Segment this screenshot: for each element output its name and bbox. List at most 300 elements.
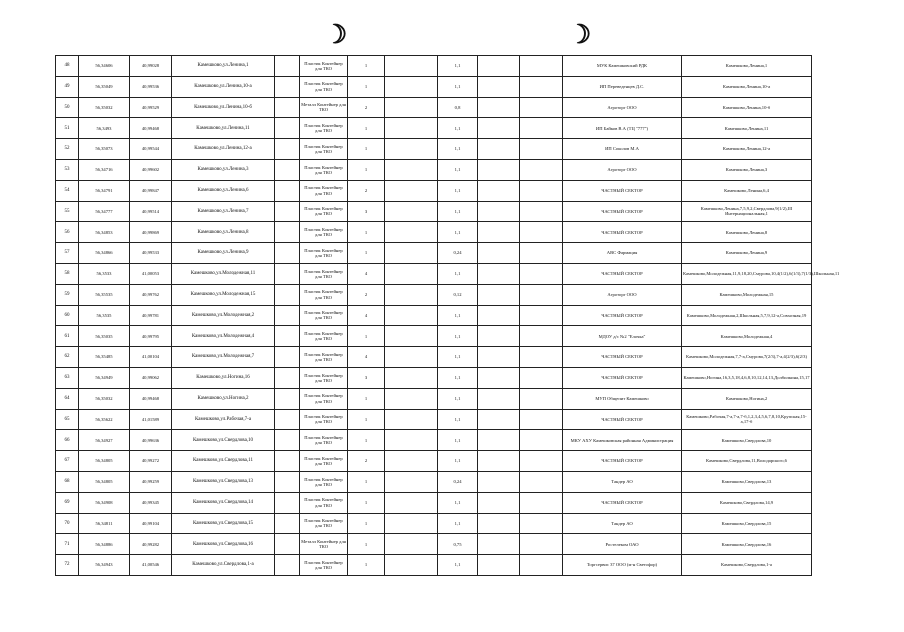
empty-cell xyxy=(520,367,563,388)
empty-cell xyxy=(478,222,520,243)
address-cell: Камешково,ул.Ногина,2 xyxy=(172,388,275,409)
empty-cell xyxy=(275,471,300,492)
row-number-cell: 50 xyxy=(56,97,79,118)
longitude-cell: 40,99345 xyxy=(130,492,172,513)
quantity-cell: 1 xyxy=(348,118,385,139)
empty-cell xyxy=(385,159,438,180)
container-type-cell: Пластик Контейнер для ТКО xyxy=(300,326,348,347)
empty-cell xyxy=(275,243,300,264)
empty-cell xyxy=(385,326,438,347)
served-objects-cell: Камешково,Ленина,11 xyxy=(682,118,812,139)
row-number-cell: 51 xyxy=(56,118,79,139)
volume-cell: 1,1 xyxy=(438,56,478,77)
empty-cell xyxy=(275,56,300,77)
owner-cell: ИП Соколов М.А xyxy=(563,139,682,160)
empty-cell xyxy=(478,430,520,451)
longitude-cell: 40,99028 xyxy=(130,56,172,77)
quantity-cell: 3 xyxy=(348,367,385,388)
quantity-cell: 4 xyxy=(348,305,385,326)
empty-cell xyxy=(520,139,563,160)
row-number-cell: 59 xyxy=(56,284,79,305)
longitude-cell: 40,99529 xyxy=(130,97,172,118)
empty-cell xyxy=(275,388,300,409)
quantity-cell: 1 xyxy=(348,222,385,243)
punch-hole-mark-left: ☽ xyxy=(324,20,348,50)
empty-cell xyxy=(520,555,563,576)
punch-hole-mark-right: ☽ xyxy=(568,20,592,50)
quantity-cell: 1 xyxy=(348,159,385,180)
owner-cell: МУК Камешковский РДК xyxy=(563,56,682,77)
served-objects-cell: Камешково,Молодежная,7,7-а,Смурова,7(2/3),7-а,4(2/3),6(2/3) xyxy=(682,347,812,368)
empty-cell xyxy=(478,367,520,388)
longitude-cell: 40,99259 xyxy=(130,471,172,492)
empty-cell xyxy=(385,305,438,326)
empty-cell xyxy=(478,513,520,534)
empty-cell xyxy=(275,534,300,555)
row-number-cell: 53 xyxy=(56,159,79,180)
empty-cell xyxy=(275,222,300,243)
empty-cell xyxy=(478,201,520,222)
volume-cell: 1,1 xyxy=(438,201,478,222)
quantity-cell: 2 xyxy=(348,180,385,201)
empty-cell xyxy=(275,139,300,160)
empty-cell xyxy=(385,409,438,430)
empty-cell xyxy=(520,534,563,555)
empty-cell xyxy=(275,451,300,472)
longitude-cell: 40,99282 xyxy=(130,534,172,555)
container-type-cell: Пластик Контейнер для ТКО xyxy=(300,180,348,201)
row-number-cell: 61 xyxy=(56,326,79,347)
empty-cell xyxy=(385,451,438,472)
owner-cell: ЧАСТНЫЙ СЕКТОР xyxy=(563,263,682,284)
latitude-cell: 56,34949 xyxy=(79,367,130,388)
container-type-cell: Пластик Контейнер для ТКО xyxy=(300,492,348,513)
address-cell: Камешково,ул.Молодежная,15 xyxy=(172,284,275,305)
empty-cell xyxy=(385,76,438,97)
empty-cell xyxy=(520,305,563,326)
quantity-cell: 1 xyxy=(348,56,385,77)
row-number-cell: 55 xyxy=(56,201,79,222)
address-cell: Камешково,ул.Ленина,3 xyxy=(172,159,275,180)
owner-cell: МУП Общепит Камешково xyxy=(563,388,682,409)
owner-cell: Тандер АО xyxy=(563,513,682,534)
quantity-cell: 2 xyxy=(348,284,385,305)
quantity-cell: 1 xyxy=(348,471,385,492)
empty-cell xyxy=(520,388,563,409)
volume-cell: 0,8 xyxy=(438,97,478,118)
address-cell: Камешково,ул.Молодежная,2 xyxy=(172,305,275,326)
address-cell: Камешково,ул.Ленина,1 xyxy=(172,56,275,77)
row-number-cell: 66 xyxy=(56,430,79,451)
served-objects-cell: Камешково,Ленина,3 xyxy=(682,159,812,180)
owner-cell: ЧАСТНЫЙ СЕКТОР xyxy=(563,347,682,368)
served-objects-cell: Камешково,Свердлова,10 xyxy=(682,430,812,451)
container-type-cell: Пластик Контейнер для ТКО xyxy=(300,430,348,451)
container-type-cell: Пластик Контейнер для ТКО xyxy=(300,159,348,180)
latitude-cell: 56,34886 xyxy=(79,534,130,555)
latitude-cell: 56,35485 xyxy=(79,347,130,368)
row-number-cell: 64 xyxy=(56,388,79,409)
latitude-cell: 56,35073 xyxy=(79,139,130,160)
quantity-cell: 1 xyxy=(348,534,385,555)
longitude-cell: 40,99514 xyxy=(130,201,172,222)
volume-cell: 1,1 xyxy=(438,180,478,201)
latitude-cell: 56,34927 xyxy=(79,430,130,451)
served-objects-cell: Камешково,Ленина,12-а xyxy=(682,139,812,160)
owner-cell: ЧАСТНЫЙ СЕКТОР xyxy=(563,409,682,430)
quantity-cell: 1 xyxy=(348,513,385,534)
longitude-cell: 41,00104 xyxy=(130,347,172,368)
empty-cell xyxy=(520,180,563,201)
served-objects-cell: Камешково,Свердлова,16 xyxy=(682,534,812,555)
served-objects-cell: Камешково,Ногина,16,3,5,18,4,6,8,10,12,14,13,Долбилкина,15,17 xyxy=(682,367,812,388)
empty-cell xyxy=(275,284,300,305)
latitude-cell: 56,3535 xyxy=(79,305,130,326)
container-type-cell: Пластик Контейнер для ТКО xyxy=(300,284,348,305)
empty-cell xyxy=(520,222,563,243)
container-type-cell: Пластик Контейнер для ТКО xyxy=(300,56,348,77)
row-number-cell: 71 xyxy=(56,534,79,555)
empty-cell xyxy=(520,326,563,347)
longitude-cell: 40,99062 xyxy=(130,367,172,388)
empty-cell xyxy=(275,201,300,222)
longitude-cell: 40,99104 xyxy=(130,513,172,534)
empty-cell xyxy=(478,118,520,139)
empty-cell xyxy=(385,513,438,534)
owner-cell: ЧАСТНЫЙ СЕКТОР xyxy=(563,305,682,326)
latitude-cell: 56,34853 xyxy=(79,222,130,243)
longitude-cell: 40,99781 xyxy=(130,305,172,326)
empty-cell xyxy=(520,159,563,180)
container-type-cell: Металл Контейнер для ТКО xyxy=(300,534,348,555)
address-cell: Камешково,ул.Свердлова,16 xyxy=(172,534,275,555)
empty-cell xyxy=(385,492,438,513)
owner-cell: Тандер АО xyxy=(563,471,682,492)
empty-cell xyxy=(385,388,438,409)
empty-cell xyxy=(520,430,563,451)
empty-cell xyxy=(478,409,520,430)
address-cell: Камешково,ул.Ленина,8 xyxy=(172,222,275,243)
table-row xyxy=(56,118,812,139)
row-number-cell: 62 xyxy=(56,347,79,368)
container-type-cell: Пластик Контейнер для ТКО xyxy=(300,76,348,97)
longitude-cell: 40,99533 xyxy=(130,243,172,264)
row-number-cell: 54 xyxy=(56,180,79,201)
empty-cell xyxy=(520,201,563,222)
empty-cell xyxy=(385,534,438,555)
volume-cell: 1,1 xyxy=(438,76,478,97)
latitude-cell: 56,34606 xyxy=(79,56,130,77)
empty-cell xyxy=(385,263,438,284)
empty-cell xyxy=(478,284,520,305)
owner-cell: АВС Фармация xyxy=(563,243,682,264)
empty-cell xyxy=(385,222,438,243)
latitude-cell: 56,35622 xyxy=(79,409,130,430)
empty-cell xyxy=(478,76,520,97)
address-cell: Камешково,ул.Рабочая,7-а xyxy=(172,409,275,430)
container-type-cell: Пластик Контейнер для ТКО xyxy=(300,305,348,326)
volume-cell: 0,24 xyxy=(438,471,478,492)
empty-cell xyxy=(478,451,520,472)
empty-cell xyxy=(478,388,520,409)
quantity-cell: 1 xyxy=(348,139,385,160)
empty-cell xyxy=(520,56,563,77)
table-row xyxy=(56,243,812,264)
address-cell: Камешково,ул.Молодежная,7 xyxy=(172,347,275,368)
table-row xyxy=(56,409,812,430)
empty-cell xyxy=(478,305,520,326)
table-row xyxy=(56,305,812,326)
quantity-cell: 1 xyxy=(348,388,385,409)
quantity-cell: 1 xyxy=(348,430,385,451)
empty-cell xyxy=(520,347,563,368)
address-cell: Камешково,ул.Молодежная,11 xyxy=(172,263,275,284)
address-cell: Камешково,ул.Ленина,12-а xyxy=(172,139,275,160)
table-row xyxy=(56,347,812,368)
latitude-cell: 56,3493 xyxy=(79,118,130,139)
container-type-cell: Пластик Контейнер для ТКО xyxy=(300,222,348,243)
owner-cell: ИП Переведенцев Д.С. xyxy=(563,76,682,97)
empty-cell xyxy=(385,347,438,368)
empty-cell xyxy=(520,97,563,118)
empty-cell xyxy=(385,139,438,160)
served-objects-cell: Камешково,Свердлова,1-а xyxy=(682,555,812,576)
volume-cell: 1,1 xyxy=(438,409,478,430)
address-cell: Камешково,ул.Свердлова,1-а xyxy=(172,555,275,576)
latitude-cell: 56,34866 xyxy=(79,243,130,264)
empty-cell xyxy=(275,263,300,284)
latitude-cell: 56,34943 xyxy=(79,555,130,576)
container-type-cell: Пластик Контейнер для ТКО xyxy=(300,555,348,576)
table-row xyxy=(56,97,812,118)
volume-cell: 1,1 xyxy=(438,451,478,472)
container-type-cell: Пластик Контейнер для ТКО xyxy=(300,451,348,472)
container-type-cell: Пластик Контейнер для ТКО xyxy=(300,409,348,430)
volume-cell: 1,1 xyxy=(438,430,478,451)
table-row xyxy=(56,367,812,388)
empty-cell xyxy=(385,180,438,201)
owner-cell: Агроторг ООО xyxy=(563,284,682,305)
empty-cell xyxy=(520,118,563,139)
longitude-cell: 40,99795 xyxy=(130,326,172,347)
row-number-cell: 57 xyxy=(56,243,79,264)
quantity-cell: 4 xyxy=(348,263,385,284)
address-cell: Камешково,ул.Ногина,16 xyxy=(172,367,275,388)
table-row xyxy=(56,555,812,576)
owner-cell: Торгсервис 37 ООО (м-н Светофор) xyxy=(563,555,682,576)
served-objects-cell: Камешково,Ленина,1 xyxy=(682,56,812,77)
table-row xyxy=(56,284,812,305)
row-number-cell: 67 xyxy=(56,451,79,472)
empty-cell xyxy=(478,534,520,555)
empty-cell xyxy=(520,471,563,492)
container-type-cell: Пластик Контейнер для ТКО xyxy=(300,139,348,160)
empty-cell xyxy=(275,347,300,368)
row-number-cell: 58 xyxy=(56,263,79,284)
empty-cell xyxy=(275,326,300,347)
longitude-cell: 40,99869 xyxy=(130,222,172,243)
empty-cell xyxy=(385,367,438,388)
empty-cell xyxy=(275,409,300,430)
empty-cell xyxy=(478,555,520,576)
address-cell: Камешково,ул.Ленина,6 xyxy=(172,180,275,201)
empty-cell xyxy=(385,56,438,77)
volume-cell: 1,1 xyxy=(438,222,478,243)
empty-cell xyxy=(275,367,300,388)
served-objects-cell: Камешково,Молодежная,2,Школьная,5,7,9,12-а,Совхозная,19 xyxy=(682,305,812,326)
empty-cell xyxy=(520,409,563,430)
volume-cell: 0,12 xyxy=(438,284,478,305)
owner-cell: Агроторг ООО xyxy=(563,97,682,118)
address-cell: Камешково,ул.Свердлова,11 xyxy=(172,451,275,472)
volume-cell: 1,1 xyxy=(438,139,478,160)
longitude-cell: 40,99468 xyxy=(130,118,172,139)
volume-cell: 1,1 xyxy=(438,118,478,139)
empty-cell xyxy=(520,76,563,97)
empty-cell xyxy=(385,97,438,118)
table-row xyxy=(56,513,812,534)
empty-cell xyxy=(478,56,520,77)
served-objects-cell: Камешково,Молодежная,15 xyxy=(682,284,812,305)
latitude-cell: 56,35535 xyxy=(79,284,130,305)
table-row xyxy=(56,201,812,222)
address-cell: Камешково,ул.Ленина,10-б xyxy=(172,97,275,118)
empty-cell xyxy=(275,305,300,326)
served-objects-cell: Камешково,Ленина,8 xyxy=(682,222,812,243)
empty-cell xyxy=(275,180,300,201)
empty-cell xyxy=(520,243,563,264)
longitude-cell: 41,00546 xyxy=(130,555,172,576)
empty-cell xyxy=(478,180,520,201)
empty-cell xyxy=(275,513,300,534)
longitude-cell: 40,99602 xyxy=(130,159,172,180)
longitude-cell: 40,99636 xyxy=(130,430,172,451)
row-number-cell: 52 xyxy=(56,139,79,160)
empty-cell xyxy=(478,243,520,264)
empty-cell xyxy=(478,471,520,492)
container-sites-table xyxy=(55,55,840,576)
longitude-cell: 40,99847 xyxy=(130,180,172,201)
owner-cell: ЧАСТНЫЙ СЕКТОР xyxy=(563,201,682,222)
empty-cell xyxy=(520,492,563,513)
owner-cell: Ростелеком ОАО xyxy=(563,534,682,555)
row-number-cell: 72 xyxy=(56,555,79,576)
empty-cell xyxy=(385,555,438,576)
table-row xyxy=(56,492,812,513)
served-objects-cell: Камешково,Ленина,7,5,9,2,Свердлова,9(1/2),III Интернациональная,1 xyxy=(682,201,812,222)
table-row xyxy=(56,56,812,77)
table-row xyxy=(56,76,812,97)
table-row xyxy=(56,388,812,409)
quantity-cell: 1 xyxy=(348,243,385,264)
address-cell: Камешково,ул.Ленина,7 xyxy=(172,201,275,222)
longitude-cell: 40,99544 xyxy=(130,139,172,160)
latitude-cell: 56,35032 xyxy=(79,388,130,409)
empty-cell xyxy=(478,326,520,347)
table-row xyxy=(56,534,812,555)
latitude-cell: 56,34805 xyxy=(79,471,130,492)
table-row xyxy=(56,326,812,347)
quantity-cell: 3 xyxy=(348,201,385,222)
empty-cell xyxy=(385,430,438,451)
row-number-cell: 70 xyxy=(56,513,79,534)
latitude-cell: 56,34908 xyxy=(79,492,130,513)
empty-cell xyxy=(385,284,438,305)
empty-cell xyxy=(520,263,563,284)
volume-cell: 1,1 xyxy=(438,388,478,409)
longitude-cell: 41,00053 xyxy=(130,263,172,284)
empty-cell xyxy=(275,555,300,576)
owner-cell: Агроторг ООО xyxy=(563,159,682,180)
table-row xyxy=(56,159,812,180)
longitude-cell: 41,01589 xyxy=(130,409,172,430)
volume-cell: 1,1 xyxy=(438,347,478,368)
empty-cell xyxy=(478,492,520,513)
row-number-cell: 69 xyxy=(56,492,79,513)
longitude-cell: 40,99762 xyxy=(130,284,172,305)
volume-cell: 1,1 xyxy=(438,492,478,513)
empty-cell xyxy=(520,451,563,472)
quantity-cell: 2 xyxy=(348,97,385,118)
address-cell: Камешково,ул.Свердлова,10 xyxy=(172,430,275,451)
latitude-cell: 56,34811 xyxy=(79,513,130,534)
container-type-cell: Пластик Контейнер для ТКО xyxy=(300,263,348,284)
owner-cell: ЧАСТНЫЙ СЕКТОР xyxy=(563,222,682,243)
latitude-cell: 56,3533 xyxy=(79,263,130,284)
served-objects-cell: Камешково,Свердлова,15 xyxy=(682,513,812,534)
empty-cell xyxy=(478,139,520,160)
volume-cell: 1,1 xyxy=(438,555,478,576)
quantity-cell: 2 xyxy=(348,451,385,472)
volume-cell: 1,1 xyxy=(438,513,478,534)
empty-cell xyxy=(520,513,563,534)
table-row xyxy=(56,263,812,284)
served-objects-cell: Камешково,Свердлова,11,Володарского,6 xyxy=(682,451,812,472)
container-type-cell: Пластик Контейнер для ТКО xyxy=(300,201,348,222)
container-type-cell: Пластик Контейнер для ТКО xyxy=(300,243,348,264)
owner-cell: МКУ АХУ Камешковская районная Администрация xyxy=(563,430,682,451)
served-objects-cell: Камешково,Свердлова,13 xyxy=(682,471,812,492)
empty-cell xyxy=(385,243,438,264)
address-cell: Камешково,ул.Свердлова,15 xyxy=(172,513,275,534)
quantity-cell: 4 xyxy=(348,347,385,368)
empty-cell xyxy=(275,159,300,180)
volume-cell: 1,1 xyxy=(438,326,478,347)
longitude-cell: 40,99272 xyxy=(130,451,172,472)
row-number-cell: 56 xyxy=(56,222,79,243)
row-number-cell: 63 xyxy=(56,367,79,388)
quantity-cell: 1 xyxy=(348,555,385,576)
table-row xyxy=(56,471,812,492)
volume-cell: 1,1 xyxy=(438,263,478,284)
latitude-cell: 56,35049 xyxy=(79,76,130,97)
served-objects-cell: Камешково,Свердлова,14,9 xyxy=(682,492,812,513)
served-objects-cell: Камешково,Молодежная,11,9,18,20,Смурова,10,4(1/2),6(1/3),7(1/3),Школьная,11 xyxy=(682,263,812,284)
container-type-cell: Пластик Контейнер для ТКО xyxy=(300,471,348,492)
row-number-cell: 48 xyxy=(56,56,79,77)
longitude-cell: 40,99468 xyxy=(130,388,172,409)
quantity-cell: 1 xyxy=(348,76,385,97)
table-row xyxy=(56,180,812,201)
row-number-cell: 60 xyxy=(56,305,79,326)
served-objects-cell: Камешково,Ленина,10-б xyxy=(682,97,812,118)
latitude-cell: 56,34791 xyxy=(79,180,130,201)
latitude-cell: 56,35035 xyxy=(79,326,130,347)
address-cell: Камешково,ул.Свердлова,13 xyxy=(172,471,275,492)
volume-cell: 1,1 xyxy=(438,367,478,388)
address-cell: Камешково,ул.Ленина,9 xyxy=(172,243,275,264)
table-row xyxy=(56,222,812,243)
